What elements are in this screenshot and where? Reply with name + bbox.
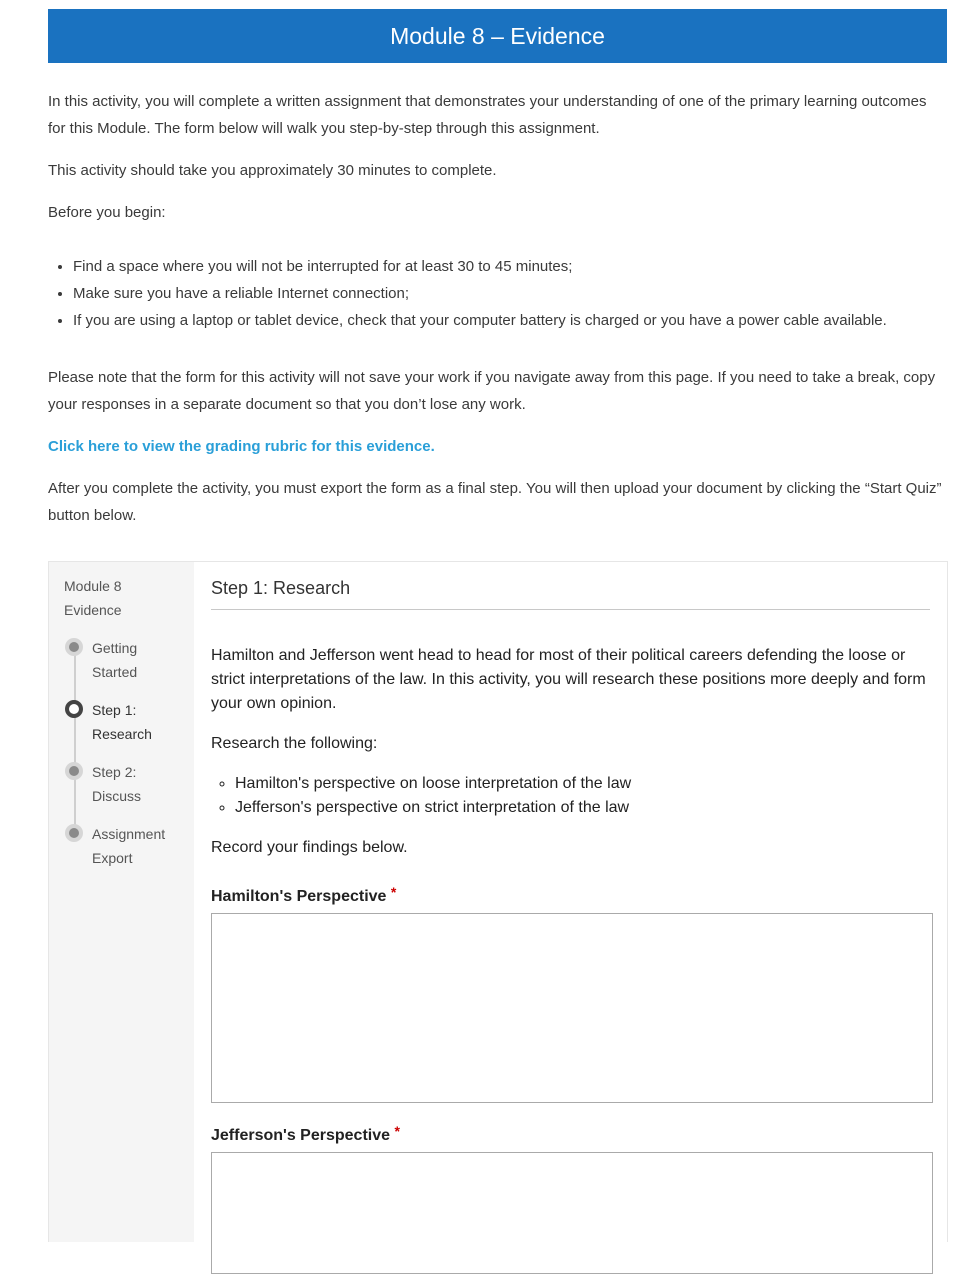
intro-paragraph: In this activity, you will complete a written assignment that demonstrates your understanding of one of the primary learning outcomes for this Module. The form below will walk you step-by-step through this assignment. <box>48 93 927 137</box>
preparation-list <box>48 253 948 334</box>
jefferson-field-label <box>211 1125 931 1146</box>
research-item: ◦ Hamilton's perspective on loose interpretation of the law <box>235 772 931 796</box>
duration-note: This activity should take you approximately 30 minutes to complete. <box>48 162 497 179</box>
preparation-item: • If you are using a laptop or tablet device, check that your computer battery is charged or you have a power cable available. <box>73 307 948 334</box>
record-instruction: Record your findings below. <box>211 839 408 856</box>
export-instructions: After you complete the activity, you must export the form as a final step. You will then upload your document by clicking the “Start Quiz” button below. <box>48 480 942 524</box>
step-label-line1: Step 1: <box>92 702 137 718</box>
jefferson-perspective-textarea[interactable] <box>211 1152 933 1274</box>
step-heading: Step 1: Research <box>211 562 930 610</box>
hamilton-field-label <box>211 886 931 907</box>
sidebar-title <box>64 574 122 622</box>
preparation-item: • Find a space where you will not be interrupted for at least 30 to 45 minutes; <box>73 253 948 280</box>
timeline-line <box>74 648 76 834</box>
sidebar-title-line2: Evidence <box>64 602 122 618</box>
hamilton-perspective-textarea[interactable] <box>211 913 933 1103</box>
sidebar-title-line1: Module 8 <box>64 578 122 594</box>
page-title: Module 8 – Evidence <box>390 22 605 49</box>
rubric-link-paragraph <box>48 433 948 460</box>
step-label <box>92 698 152 746</box>
current-step-dot-icon <box>65 700 83 718</box>
research-list <box>211 772 931 820</box>
step-dot-icon <box>65 638 83 656</box>
research-item: ◦ Jefferson's perspective on strict interpretation of the law <box>235 796 931 820</box>
research-prompt: Research the following: <box>211 735 378 752</box>
before-you-begin: Before you begin: <box>48 204 166 221</box>
save-warning: Please note that the form for this activity will not save your work if you navigate away from this page. If you need to take a break, copy your responses in a separate document so that you don’t lose any work. <box>48 369 936 413</box>
step-label-line1: Getting <box>92 640 138 656</box>
step-label-line2: Research <box>92 726 152 742</box>
step-label <box>92 760 141 808</box>
step-label <box>92 636 137 684</box>
step-sidebar <box>49 562 194 1242</box>
field-label-text: Hamilton's Perspective <box>211 888 387 905</box>
assignment-form-panel <box>48 561 948 1242</box>
step-content <box>211 562 931 1274</box>
field-label-text: Jefferson's Perspective <box>211 1127 391 1144</box>
step-label-line2: Export <box>92 850 133 866</box>
step-label-line1: Assignment <box>92 826 166 842</box>
step-dot-icon <box>65 824 83 842</box>
step-label-line2: Discuss <box>92 788 142 804</box>
required-marker: * <box>390 884 397 900</box>
preparation-item: • Make sure you have a reliable Internet connection; <box>73 280 948 307</box>
step-label-line2: Started <box>92 664 138 680</box>
step-description: Hamilton and Jefferson went head to head for most of their political careers defending the loose or strict interpretations of the law. In this activity, you will research these positions more deeply and form your own opinion. <box>211 647 926 712</box>
step-label <box>92 822 165 870</box>
grading-rubric-link[interactable]: Click here to view the grading rubric for this evidence. <box>48 438 435 455</box>
intro-section <box>48 88 948 544</box>
step-dot-icon <box>65 762 83 780</box>
required-marker: * <box>394 1123 400 1139</box>
module-title-banner <box>48 9 947 63</box>
step-label-line1: Step 2: <box>92 764 137 780</box>
